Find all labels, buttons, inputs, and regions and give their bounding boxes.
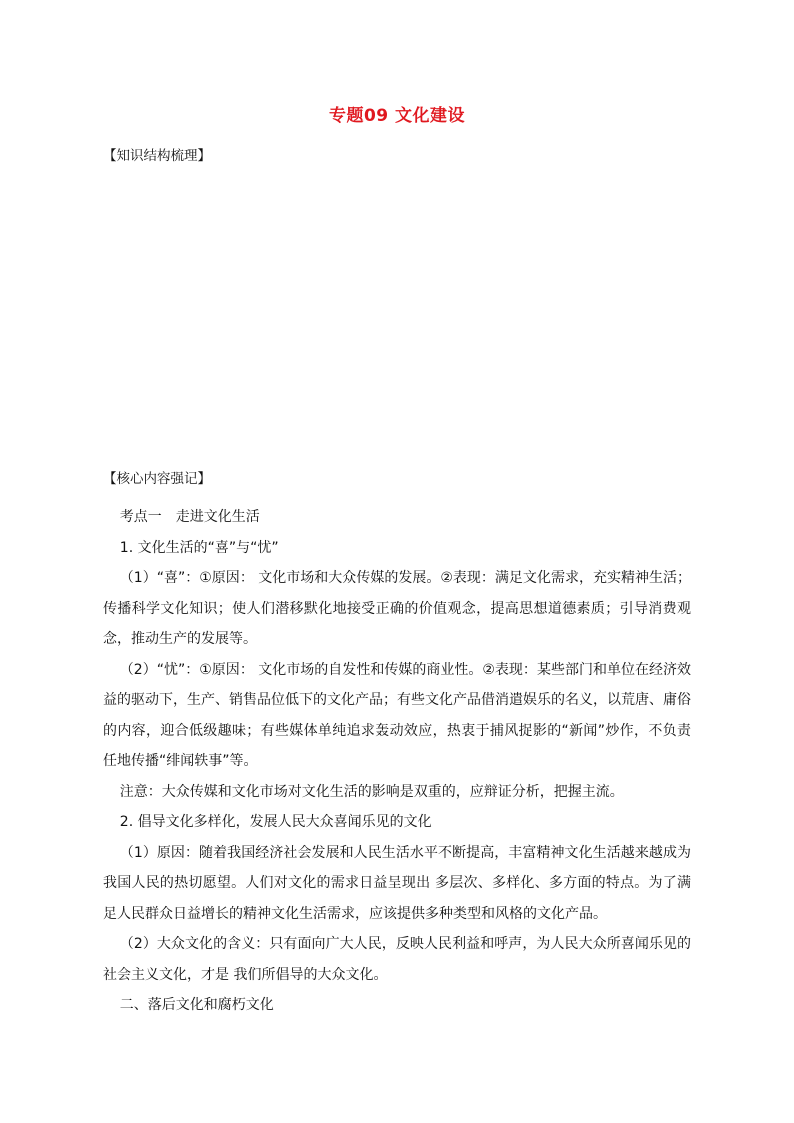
paragraph-meaning: （2）大众文化的含义：只有面向广大人民，反映人民利益和呼声，为人民大众所喜闻乐见的社会主义文化，才是 我们所倡导的大众文化。: [103, 936, 691, 983]
sub2-heading: 2. 倡导文化多样化，发展人民大众喜闻乐见的文化: [119, 814, 432, 830]
paragraph-reason: （1）原因：随着我国经济社会发展和人民生活水平不断提高，丰富精神文化生活越来越成为我国人民的热切愿望。人们对文化的需求日益呈现出 多层次、多样化、多方面的特点。为了满足人民群众日益增长的精神文化生活需求，应该提供多种类型和风格的文化产品。: [103, 844, 691, 922]
knowledge-structure-area: [103, 180, 691, 450]
paragraph-xi: （1）“喜”：①原因： 文化市场和大众传媒的发展。②表现：满足文化需求，充实精神生活；传播科学文化知识；使人们潜移默化地接受正确的价值观念，提高思想道德素质；引导消费观念，推动生产的发展等。: [103, 570, 691, 647]
note-paragraph: 注意：大众传媒和文化市场对文化生活的影响是双重的，应辩证分析，把握主流。: [119, 783, 624, 800]
page-title: 专题09 文化建设: [328, 106, 466, 126]
paragraph-you: （2）“忧”：①原因： 文化市场的自发性和传媒的商业性。②表现：某些部门和单位在经济效益的驱动下，生产、销售品位低下的文化产品；有些文化产品借消遣娱乐的名义，以荒唐、庸俗的内容，迎合低级趣味；有些媒体单纯追求轰动效应，热衷于捕风捉影的“新闻”炒作，不负责任地传播“绯闻轶事”等。: [103, 661, 691, 769]
section-heading-structure: 【知识结构梳理】: [103, 148, 211, 164]
sub1-heading: 1. 文化生活的“喜”与“忧”: [119, 539, 279, 556]
core-content: [103, 502, 691, 1021]
section-heading-core: 【核心内容强记】: [103, 471, 211, 487]
sub3-heading: 二、落后文化和腐朽文化: [119, 997, 274, 1013]
point1-heading: 考点一 走进文化生活: [119, 509, 260, 525]
